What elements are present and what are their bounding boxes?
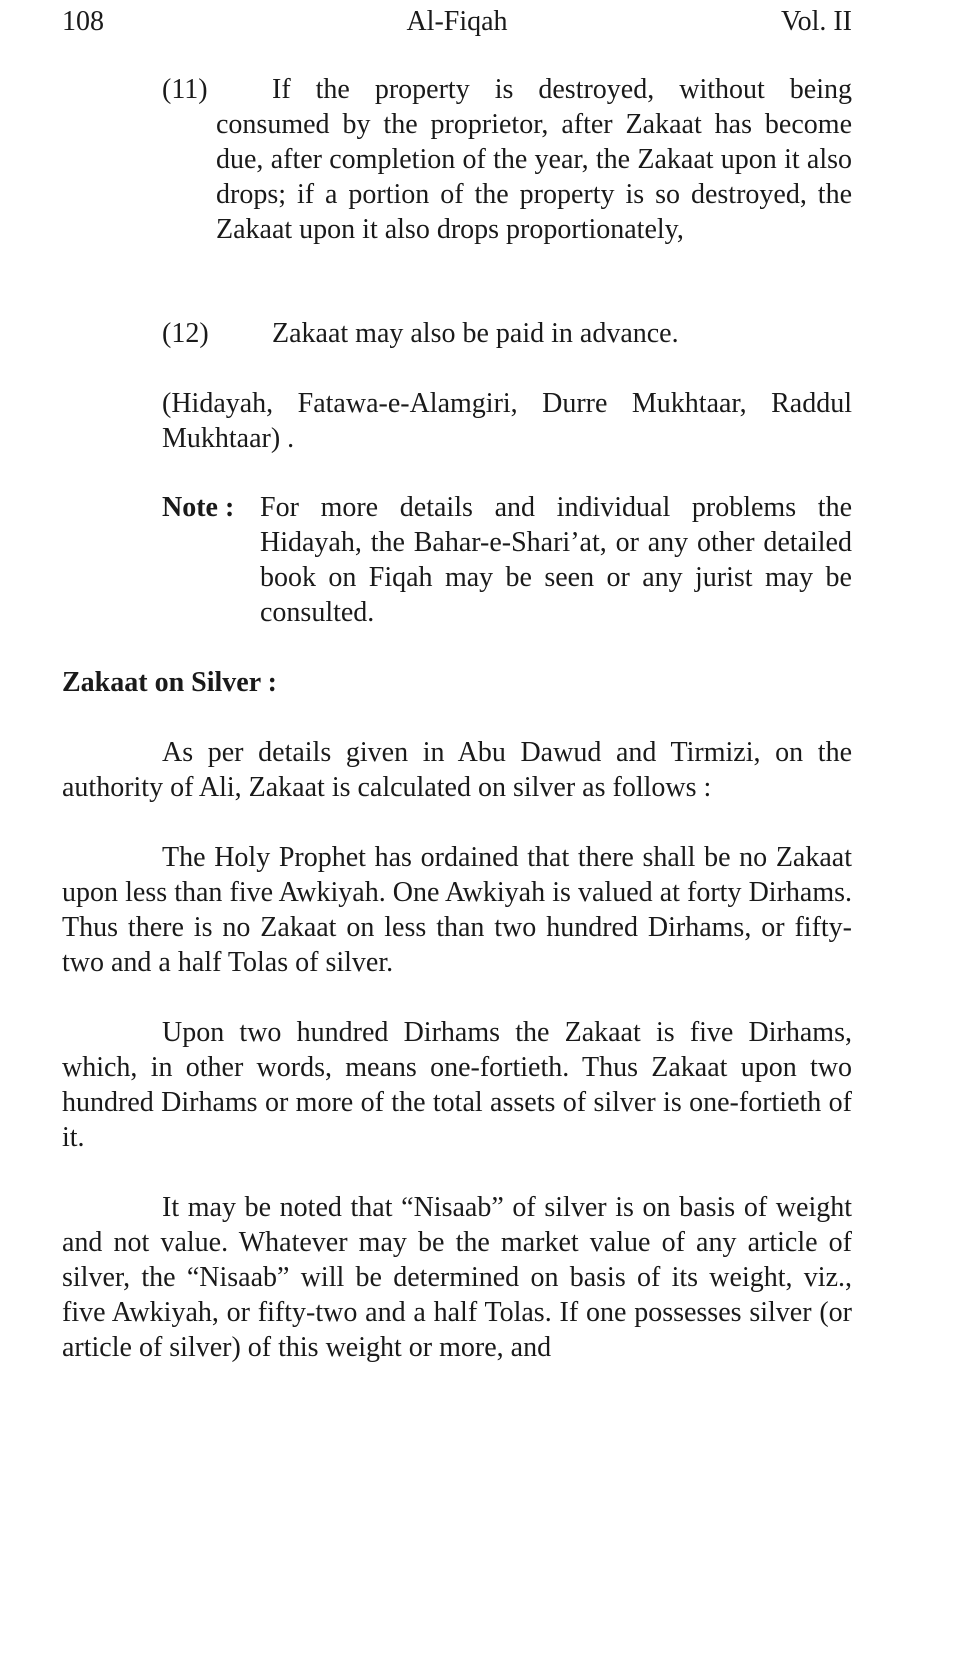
- paragraph: Upon two hundred Dirhams the Zakaat is five Dirhams, which, in other words, means one-fortieth. Thus Zakaat upon two hundred Dirhams or more of the total assets of silver is one-fortieth of it.: [62, 1017, 852, 1153]
- section-heading: Zakaat on Silver :: [62, 667, 277, 698]
- paragraph: It may be noted that “Nisaab” of silver is on basis of weight and not value. Whatever may be the market value of any article of silver, the “Nisaab” will be determined on basis of its weight, viz., five Awkiyah, or fifty-two and a half Tolas. If one possesses silver (or article of silver) of this weight or more, and: [62, 1192, 852, 1363]
- list-item-text: Zakaat may also be paid in advance.: [272, 318, 679, 349]
- note-block: [162, 490, 852, 630]
- book-title: Al-Fiqah: [406, 6, 508, 37]
- note-label: Note :: [162, 492, 235, 523]
- list-item-number: (12): [162, 318, 209, 349]
- paragraph: The Holy Prophet has ordained that there shall be no Zakaat upon less than five Awkiyah. One Awkiyah is valued at forty Dirhams. Thus there is no Zakaat on less than two hundred Dirhams, or fifty-two and a half Tolas of silver.: [62, 842, 852, 978]
- paragraph: As per details given in Abu Dawud and Tirmizi, on the authority of Ali, Zakaat is calculated on silver as follows :: [62, 737, 852, 803]
- list-item-text: If the property is destroyed, without being consumed by the proprietor, after Zakaat has become due, after completion of the year, the Zakaat upon it also drops; if a portion of the property is so destroyed, the Zakaat upon it also drops proportionately,: [216, 74, 852, 245]
- page-number: 108: [62, 6, 104, 37]
- page-header: [62, 2, 852, 42]
- note-text: For more details and individual problems the Hidayah, the Bahar-e-Shari’at, or any other detailed book on Fiqah may be seen or any jurist may be consulted.: [260, 492, 852, 628]
- list-item-number: (11): [162, 74, 208, 105]
- list-item-12: [162, 316, 852, 351]
- source-citation: (Hidayah, Fatawa-e-Alamgiri, Durre Mukhtaar, Raddul Mukhtaar) .: [162, 388, 852, 454]
- volume-label: Vol. II: [780, 6, 852, 37]
- list-item-11: [162, 72, 852, 247]
